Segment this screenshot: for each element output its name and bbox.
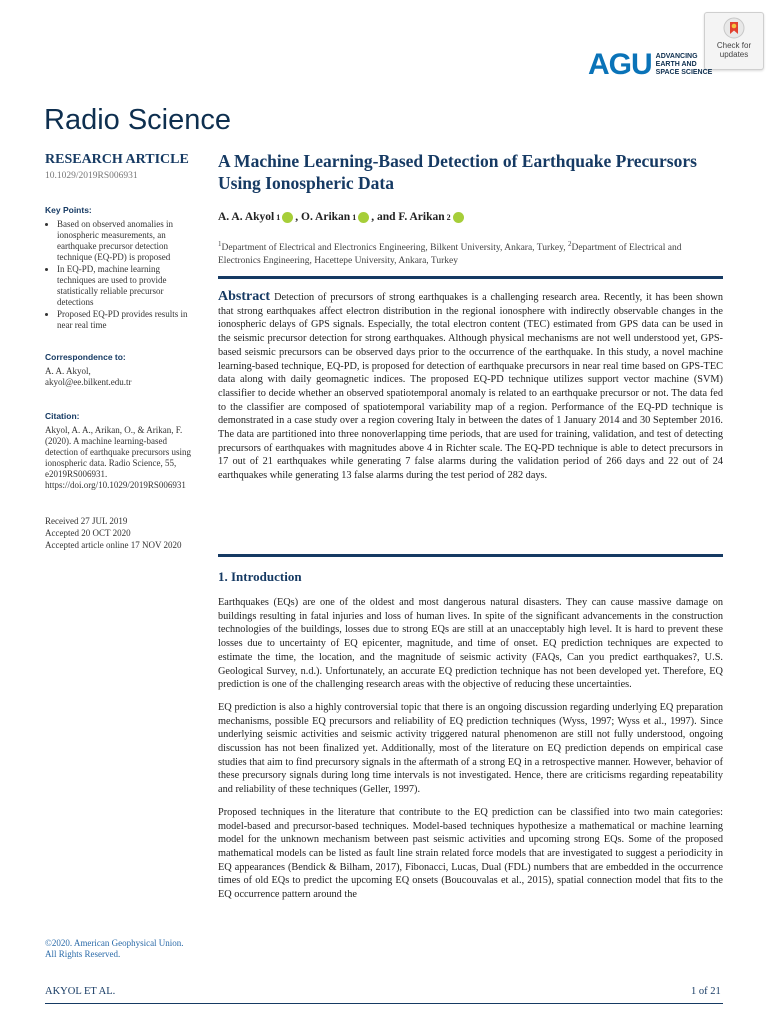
footer-divider xyxy=(45,1003,723,1004)
key-point-item: • Based on observed anomalies in ionospheric measurements, an earthquake precursor detection technique (EQ-PD) is proposed xyxy=(57,219,195,263)
dates-block xyxy=(45,515,195,551)
correspondence-heading: Correspondence to: xyxy=(45,352,126,362)
key-points-heading: Key Points: xyxy=(45,205,92,215)
abstract-label: Abstract xyxy=(218,289,271,304)
paragraph: Proposed techniques in the literature that contribute to the EQ prediction can be classified into two main categories: model-based and precursor-based techniques. Model-based techniques hypothesize a mathematical or machine learning model for the unknown mechanism between past seismic activities and upcoming strong EQs. Some of the proposed mathematical models can be listed as fault line strain related force models that are investigated to suggest a periodicity in EQ appearances (Bendick & Bilham, 2017), Fibonacci, Lucas, Dual (FDL) numbers that are embedded in the occurrence times of old EQs to predict the upcoming EQ onsets (Boucouvalas et al., 2015), spatial connection model that fits to the EQ occurrence pattern around the xyxy=(218,806,723,901)
online-date: Accepted article online 17 NOV 2020 xyxy=(45,540,182,550)
copyright-line-2: All Rights Reserved. xyxy=(45,949,121,959)
author-affil-mark: 1 xyxy=(276,212,281,222)
check-for-updates-badge[interactable] xyxy=(704,12,764,70)
key-points xyxy=(45,205,195,332)
journal-name: Radio Science xyxy=(44,104,231,136)
correspondence-email[interactable]: akyol@ee.bilkent.edu.tr xyxy=(45,377,132,387)
copyright-notice xyxy=(45,938,205,960)
page-number: 1 of 21 xyxy=(691,986,721,997)
badge-line-2: updates xyxy=(719,50,749,59)
badge-line-1: Check for xyxy=(716,41,752,50)
author-affil-mark: 1 xyxy=(352,212,357,222)
footer-authors: AKYOL ET AL. xyxy=(45,986,116,997)
key-points-list xyxy=(45,219,195,331)
agu-logo xyxy=(588,50,712,80)
correspondence-block xyxy=(45,352,195,388)
paragraph: Earthquakes (EQs) are one of the oldest and most dangerous natural disasters. They can cause massive damage on buildings resulting in fatal injuries and loss of human lives. In spite of the significant advancements in the construction technologies of the buildings, losses due to strong EQs are still at an unacceptably high level. It is hard to prevent these losses due to uncertainty of EQ epicenter, magnitude, and time of onset. EQ prediction techniques are expected to estimate the time, the location, and the magnitude of seismic activity (FAQs, Can you predict earthquakes?, U.S. Geological Survey, n.d.). Unfortunately, an accurate EQ prediction technique has not been developed yet. Therefore, EQ prediction is one of the challenging research areas with the objective of reducing these uncertainties. xyxy=(218,597,723,691)
section-divider xyxy=(218,554,723,557)
author-name[interactable]: A. A. Akyol xyxy=(218,211,275,223)
agu-logo-text: AGU xyxy=(588,48,652,81)
author-name[interactable]: , and F. Arikan xyxy=(371,211,445,223)
orcid-icon[interactable] xyxy=(453,212,464,223)
citation-heading: Citation: xyxy=(45,411,80,421)
key-point-item: • Proposed EQ-PD provides results in near real time xyxy=(57,309,195,331)
orcid-icon[interactable] xyxy=(358,212,369,223)
key-point-item: • In EQ-PD, machine learning techniques are used to provide statistically reliable precursor detections xyxy=(57,264,195,308)
section-heading-introduction: 1. Introduction xyxy=(218,569,302,584)
accepted-date: Accepted 20 OCT 2020 xyxy=(45,528,131,538)
correspondence-name: A. A. Akyol, xyxy=(45,366,91,376)
orcid-icon[interactable] xyxy=(282,212,293,223)
abstract xyxy=(218,290,723,483)
citation-text: Akyol, A. A., Arikan, O., & Arikan, F. (2020). A machine learning-based detection of earthquake precursors using ionospheric data. Radio Science, 55, e2019RS006931. https://doi.org/10.1029/2019RS006931 xyxy=(45,425,191,490)
copyright-line-1: ©2020. American Geophysical Union. xyxy=(45,938,184,948)
agu-tag-line-2: EARTH AND xyxy=(655,61,697,68)
agu-logo-tagline xyxy=(656,53,713,77)
paragraph: EQ prediction is also a highly controversial topic that there is an ongoing discussion regarding underlying EQ preparation mechanisms, possible EQ precursors and reliability of EQ prediction techniques (Wyss, 1997; Wyss et al., 1997). Since underlying seismic activities and seismic activity triggered natural phenomenon are still not fully understood, ongoing discussion has not been finalized yet. Additionally, most of the literature on EQ prediction depends on empirical case studies that aim to find precursory signals in the aftermath of a strong EQ in a retrospective manner. However, behavior of these precursory signals during long time intervals is not investigated. Hence, there are criticisms regarding repeatability and reliability of these techniques (Geller, 1997). xyxy=(218,701,723,796)
abstract-text: Detection of precursors of strong earthquakes is a challenging research area. Recently, it has been shown that strong earthquakes affect electron distribution in the regional ionosphere with indirectly observable changes in the ionospheric delays of GPS signals. Especially, the total electron content (TEC) estimated from GPS data can be used in the seismic precursor detection for strong earthquakes. Although physical mechanisms are not well understood yet, GPS-based seismic precursors can be observed days prior to the occurrence of the earthquake. In this study, a novel machine learning-based technique, EQ-PD, is proposed for detection of earthquake precursors in near real time based on GPS-TEC data along with daily geomagnetic indices. The proposed EQ-PD technique utilizes support vector machine (SVM) classifier to decide whether an observed spatiotemporal anomaly is related to an earthquake precursor or not. The data fed to the classifier are composed of spatiotemporal variability map of a region. Performance of the EQ-PD technique is demonstrated in a case study over a region covering Italy in between the dates of 1 January 2014 and 30 September 2016. The data are partitioned into three nonoverlapping time periods, that are used for training, validation, and test of detecting precursors of earthquakes with magnitudes above 4 in Richter scale. The EQ-PD technique is able to detect precursors in 17 out of 21 earthquakes while generating 7 false alarms during the validation period of 266 days and 22 out of 24 earthquakes while generating 13 false alarms during the test period of 282 days. xyxy=(218,292,723,482)
bookmark-icon xyxy=(723,17,745,39)
received-date: Received 27 JUL 2019 xyxy=(45,516,128,526)
citation-block xyxy=(45,411,195,491)
author-affil-mark: 2 xyxy=(446,212,451,222)
introduction-body xyxy=(218,596,723,911)
article-doi: 10.1029/2019RS006931 xyxy=(45,171,138,181)
article-type: RESEARCH ARTICLE xyxy=(45,152,189,167)
affiliation-text: Department of Electrical and Electronics Engineering, Hacettepe University, Ankara, Turkey xyxy=(218,243,682,267)
affil-mark: 2 xyxy=(567,240,572,248)
author-list xyxy=(218,211,464,223)
agu-tag-line-3: SPACE SCIENCE xyxy=(655,69,713,76)
article-title: A Machine Learning-Based Detection of Earthquake Precursors Using Ionospheric Data xyxy=(218,151,697,193)
section-divider xyxy=(218,276,723,279)
affil-mark: 1 xyxy=(218,240,222,248)
agu-tag-line-1: ADVANCING xyxy=(655,53,698,60)
affiliation-text: Department of Electrical and Electronics Engineering, Bilkent University, Ankara, Turkey, xyxy=(221,243,568,254)
author-name[interactable]: , O. Arikan xyxy=(295,211,351,223)
affiliations xyxy=(218,238,723,268)
